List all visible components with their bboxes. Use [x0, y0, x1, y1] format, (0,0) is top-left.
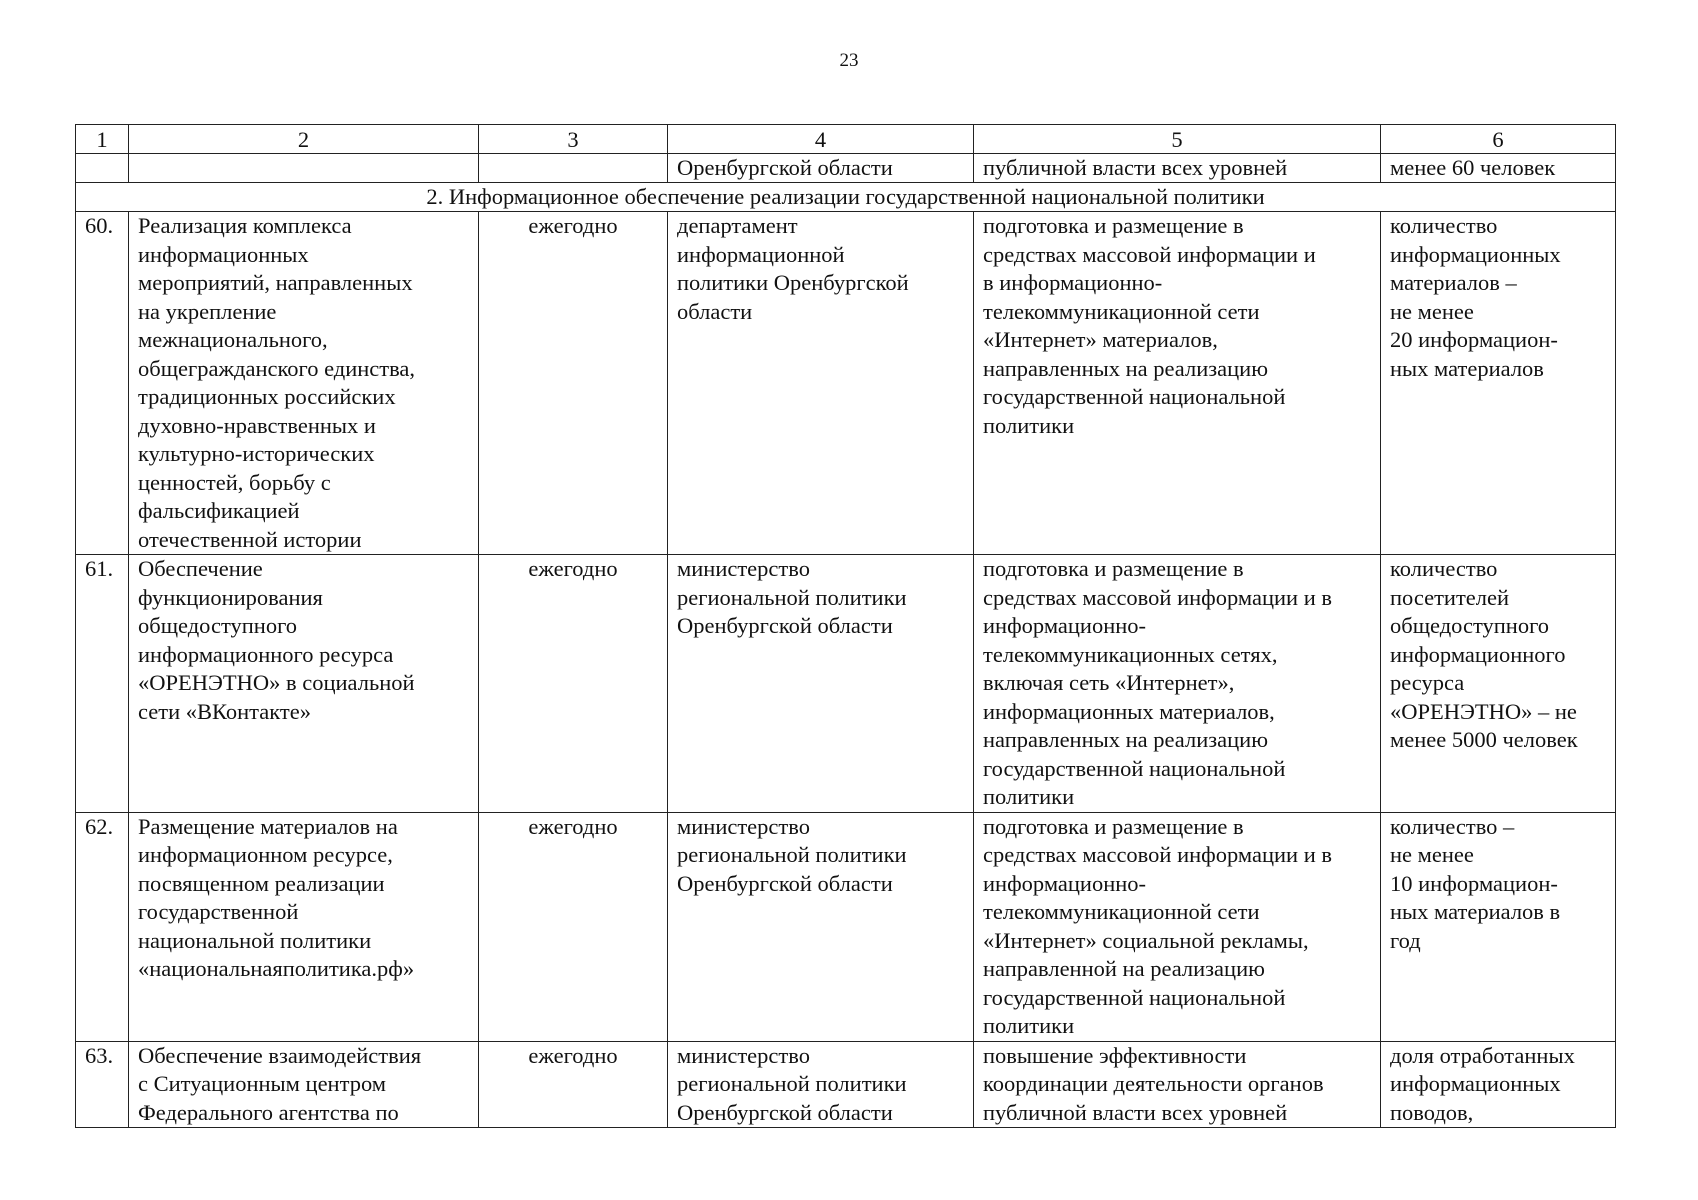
measure-cell: Реализация комплекса информационных мероприятий, направленных на укрепление межнационального, общегражданского единства, традиционных российских духовно-нравственных и культурно-исторических ценностей, борьбу с фальсификацией отечественной истории [129, 212, 479, 555]
continuation-cell-num [76, 154, 129, 183]
table-row [76, 555, 1616, 813]
continuation-cell-measure [129, 154, 479, 183]
measure-cell: Обеспечение функционирования общедоступного информационного ресурса «ОРЕНЭТНО» в социальной сети «ВКонтакте» [129, 555, 479, 813]
continuation-cell-period [479, 154, 668, 183]
indicator-cell: количество информационных материалов – не менее 20 информацион- ных материалов [1381, 212, 1616, 555]
period-cell: ежегодно [479, 212, 668, 555]
row-number: 62. [76, 812, 129, 1041]
column-number-row [76, 125, 1616, 154]
page-number: 23 [839, 50, 859, 71]
indicator-cell: доля отработанных информационных поводов, [1381, 1041, 1616, 1128]
section-title: 2. Информационное обеспечение реализации государственной национальной политики [76, 183, 1616, 212]
continuation-row [76, 154, 1616, 183]
executor-cell: министерство региональной политики Оренбургской области [668, 812, 974, 1041]
column-number-cell: 5 [974, 125, 1381, 154]
continuation-cell-result: публичной власти всех уровней [974, 154, 1381, 183]
result-cell: подготовка и размещение в средствах массовой информации и в информационно- телекоммуникационной сети «Интернет» материалов, направленных на реализацию государственной национальной политики [974, 212, 1381, 555]
row-number: 61. [76, 555, 129, 813]
column-number-cell: 6 [1381, 125, 1616, 154]
table-row [76, 1041, 1616, 1128]
indicator-cell: количество посетителей общедоступного информационного ресурса «ОРЕНЭТНО» – не менее 5000 человек [1381, 555, 1616, 813]
period-cell: ежегодно [479, 1041, 668, 1128]
action-plan-table [75, 124, 1616, 1128]
column-number-cell: 1 [76, 125, 129, 154]
indicator-cell: количество – не менее 10 информацион- ных материалов в год [1381, 812, 1616, 1041]
period-cell: ежегодно [479, 555, 668, 813]
row-number: 60. [76, 212, 129, 555]
row-number: 63. [76, 1041, 129, 1128]
column-number-cell: 2 [129, 125, 479, 154]
executor-cell: министерство региональной политики Оренбургской области [668, 555, 974, 813]
result-cell: подготовка и размещение в средствах массовой информации и в информационно- телекоммуникационной сети «Интернет» социальной рекламы, направленной на реализацию государственной национальной политики [974, 812, 1381, 1041]
measure-cell: Обеспечение взаимодействия с Ситуационным центром Федерального агентства по [129, 1041, 479, 1128]
table-row [76, 812, 1616, 1041]
result-cell: повышение эффективности координации деятельности органов публичной власти всех уровней [974, 1041, 1381, 1128]
column-number-cell: 4 [668, 125, 974, 154]
continuation-cell-indicator: менее 60 человек [1381, 154, 1616, 183]
section-heading-row [76, 183, 1616, 212]
measure-cell: Размещение материалов на информационном ресурсе, посвященном реализации государственной национальной политики «национальнаяполитика.рф» [129, 812, 479, 1041]
continuation-cell-executor: Оренбургской области [668, 154, 974, 183]
result-cell: подготовка и размещение в средствах массовой информации и в информационно- телекоммуникационных сетях, включая сеть «Интернет», информационных материалов, направленных на реализацию государственной национальной политики [974, 555, 1381, 813]
period-cell: ежегодно [479, 812, 668, 1041]
executor-cell: департамент информационной политики Оренбургской области [668, 212, 974, 555]
column-number-cell: 3 [479, 125, 668, 154]
table-row [76, 212, 1616, 555]
executor-cell: министерство региональной политики Оренбургской области [668, 1041, 974, 1128]
